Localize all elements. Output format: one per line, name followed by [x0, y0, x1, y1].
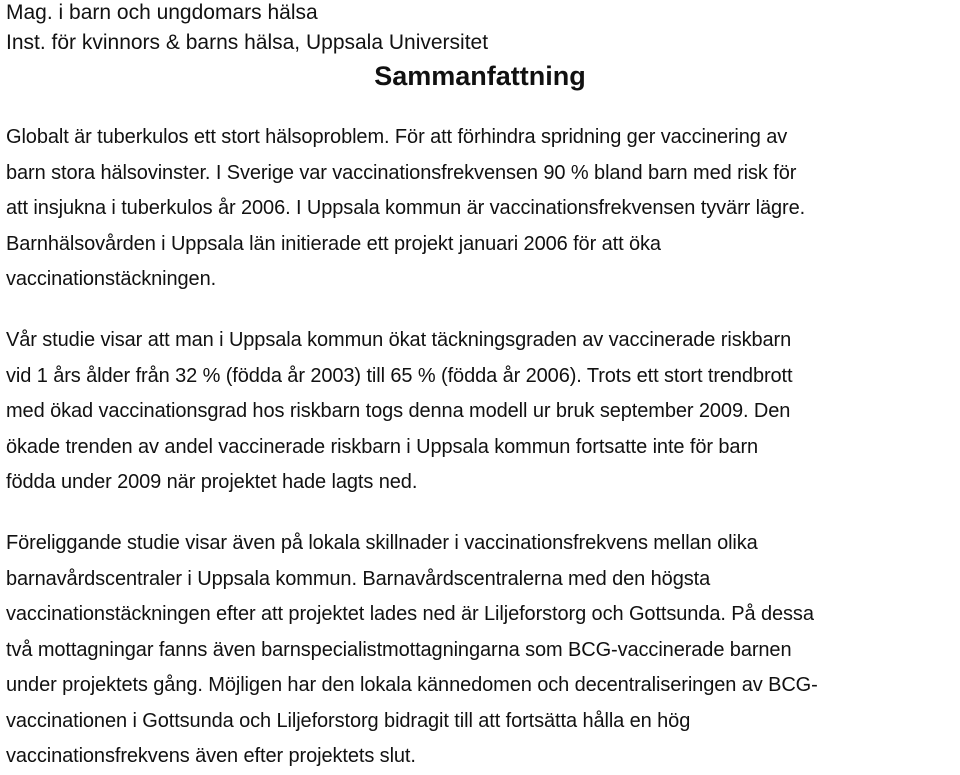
paragraph-line: vaccinationen i Gottsunda och Liljeforstorg bidragit till att fortsätta hålla en hög — [6, 709, 691, 732]
paragraph-line: vaccinationstäckningen. — [6, 268, 217, 290]
paragraph-1 — [6, 120, 954, 298]
paragraph-line: att insjukna i tuberkulos år 2006. I Uppsala kommun är vaccinationsfrekvensen tyvärr lägre. — [6, 197, 806, 219]
paragraph-line: vaccinationstäckningen efter att projektet lades ned är Liljeforstorg och Gottsunda. På dessa — [6, 603, 814, 625]
paragraph-line: Globalt är tuberkulos ett stort hälsoproblem. För att förhindra spridning ger vaccinering av — [6, 126, 788, 148]
header-program: Mag. i barn och ungdomars hälsa — [6, 1, 318, 24]
paragraph-line: Föreliggande studie visar även på lokala skillnader i vaccinationsfrekvens mellan olika — [6, 532, 758, 554]
paragraph-line: födda under 2009 när projektet hade lagts ned. — [6, 471, 418, 493]
paragraph-line: med ökad vaccinationsgrad hos riskbarn togs denna modell ur bruk september 2009. Den — [6, 400, 791, 422]
paragraph-line: vid 1 års ålder från 32 % (födda år 2003) till 65 % (födda år 2006). Trots ett stort trendbrott — [6, 364, 793, 387]
paragraph-line: barnavårdscentraler i Uppsala kommun. Barnavårdscentralerna med den högsta — [6, 567, 711, 590]
paragraph-line: Barnhälsovården i Uppsala län initierade ett projekt januari 2006 för att öka — [6, 232, 661, 255]
paragraph-line: ökade trenden av andel vaccinerade riskbarn i Uppsala kommun fortsatte inte för barn — [6, 435, 759, 458]
paragraph-line: barn stora hälsovinster. I Sverige var vaccinationsfrekvensen 90 % bland barn med risk för — [6, 161, 797, 184]
paragraph-line: under projektets gång. Möjligen har den lokala kännedomen och decentraliseringen av BCG- — [6, 674, 818, 696]
paragraph-2 — [6, 323, 954, 501]
paragraph-line: två mottagningar fanns även barnspecialistmottagningarna som BCG-vaccinerade barnen — [6, 638, 792, 661]
page-title: Sammanfattning — [374, 61, 586, 91]
paragraph-line: Vår studie visar att man i Uppsala kommun ökat täckningsgraden av vaccinerade riskbarn — [6, 329, 792, 351]
paragraph-3 — [6, 526, 954, 775]
header-institution: Inst. för kvinnors & barns hälsa, Uppsala Universitet — [6, 31, 489, 54]
paragraph-line: vaccinationsfrekvens även efter projektets slut. — [6, 745, 416, 767]
